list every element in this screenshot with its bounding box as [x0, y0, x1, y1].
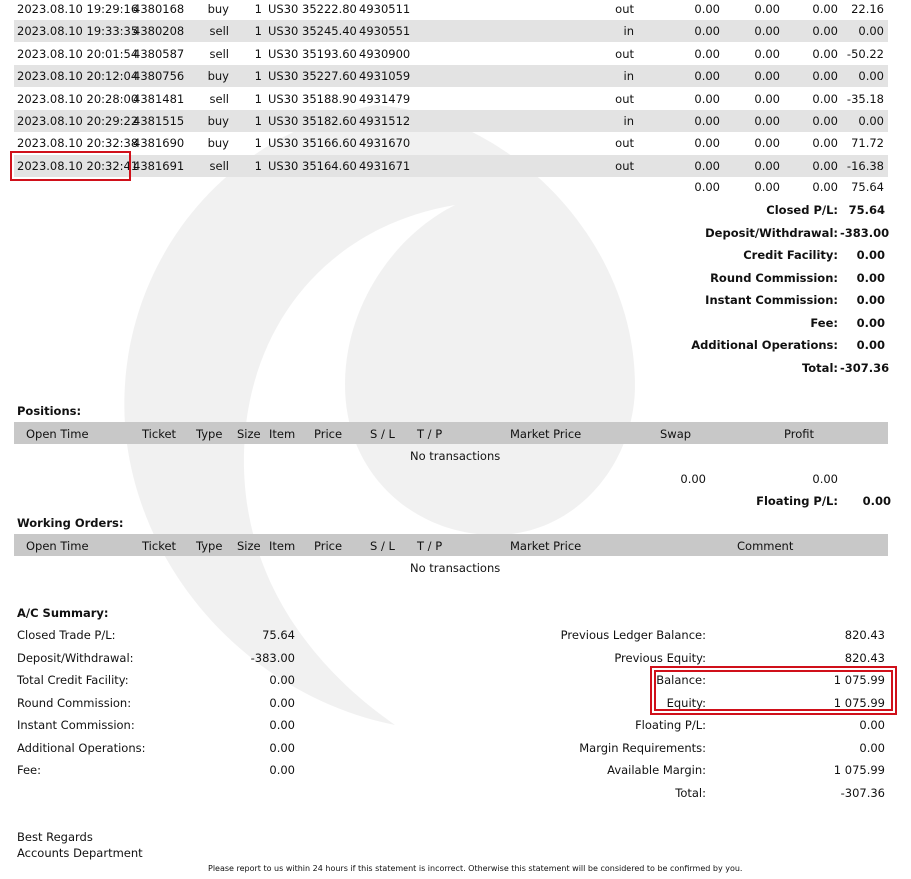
deal-order: 4931671	[359, 158, 411, 173]
ac-right-label: Previous Ledger Balance:	[560, 628, 706, 642]
deals-summary-label: Additional Operations:	[691, 338, 838, 352]
deal-commission: 0.00	[694, 158, 720, 173]
deals-summary-label: Instant Commission:	[705, 293, 838, 307]
deal-order: 4930551	[359, 24, 411, 39]
deal-commission: 0.00	[694, 136, 720, 151]
deal-ticket: 4381515	[133, 114, 185, 128]
deal-ticket: 4380168	[133, 2, 185, 16]
total-profit: 75.64	[851, 180, 884, 194]
deal-time: 2023.08.10 20:29:22	[17, 114, 139, 128]
deal-size: 1	[254, 2, 262, 16]
deal-fee: 0.00	[754, 136, 780, 151]
deal-order: 4931512	[359, 114, 411, 128]
ac-left-value: 0.00	[269, 740, 295, 755]
positions-header	[14, 422, 888, 444]
deal-fee: 0.00	[754, 114, 780, 128]
deal-size: 1	[254, 24, 262, 39]
positions-total-swap: 0.00	[680, 472, 706, 486]
deals-summary-label: Fee:	[810, 315, 838, 330]
deal-direction: out	[615, 158, 634, 173]
positions-total-profit: 0.00	[812, 472, 838, 486]
deal-profit: -35.18	[846, 91, 884, 106]
deal-swap: 0.00	[812, 136, 838, 151]
deal-swap: 0.00	[812, 158, 838, 173]
deal-commission: 0.00	[694, 24, 720, 39]
deal-fee: 0.00	[754, 158, 780, 173]
ac-left-value: 0.00	[269, 673, 295, 687]
deal-profit: 0.00	[858, 114, 884, 128]
deal-time: 2023.08.10 20:32:41	[17, 158, 139, 173]
highlight-balance-equity-inner	[654, 670, 893, 711]
ac-left-label: Fee:	[17, 763, 42, 777]
wo-col-open-time: Open Time	[26, 539, 89, 553]
deal-size: 1	[254, 46, 262, 61]
deal-commission: 0.00	[694, 46, 720, 61]
deal-time: 2023.08.10 19:33:35	[17, 24, 139, 39]
ac-left-label: Instant Commission:	[17, 718, 135, 732]
deals-summary-label: Total:	[801, 360, 838, 375]
signature-line-1: Best Regards	[17, 830, 93, 844]
wo-col-market-price: Market Price	[510, 539, 582, 553]
ac-left-label: Closed Trade P/L:	[17, 628, 116, 642]
deal-ticket: 4380756	[133, 69, 185, 84]
ac-right-value: 1 075.99	[833, 695, 885, 710]
deal-swap: 0.00	[812, 69, 838, 84]
ac-left-value: 75.64	[262, 628, 295, 642]
deal-type: buy	[207, 69, 229, 84]
deal-row	[14, 110, 888, 132]
ac-summary-title: A/C Summary:	[17, 606, 109, 620]
wo-col-type: Type	[196, 539, 223, 553]
deal-size: 1	[254, 158, 262, 173]
deals-summary-value: 0.00	[856, 270, 885, 285]
deal-item: US30	[268, 136, 299, 151]
deal-price: 35182.60	[302, 114, 357, 128]
ac-right-value: 0.00	[859, 718, 885, 732]
deal-price: 35188.90	[302, 91, 357, 106]
deal-type: sell	[209, 91, 229, 106]
working-orders-empty-text: No transactions	[410, 561, 501, 575]
deal-item: US30	[268, 91, 299, 106]
ac-right-value: 0.00	[859, 740, 885, 755]
deal-order: 4931479	[359, 91, 411, 106]
deal-fee: 0.00	[754, 91, 780, 106]
deal-row	[14, 65, 888, 87]
ac-right-label: Total:	[675, 785, 706, 800]
deals-summary-value: 0.00	[856, 315, 885, 330]
deal-row	[14, 0, 888, 20]
deal-fee: 0.00	[754, 24, 780, 39]
working-orders-header	[14, 534, 888, 556]
deal-direction: in	[623, 69, 634, 84]
wo-col-sl: S / L	[370, 539, 395, 553]
deal-ticket: 4380208	[133, 24, 185, 39]
deal-direction: out	[615, 46, 634, 61]
pos-col-swap: Swap	[660, 427, 692, 441]
deal-profit: 0.00	[858, 24, 884, 39]
pos-col-sl: S / L	[370, 427, 395, 441]
deal-swap: 0.00	[812, 2, 838, 16]
ac-right-label: Margin Requirements:	[579, 740, 706, 755]
deal-profit: -50.22	[846, 46, 884, 61]
deal-direction: out	[615, 2, 634, 16]
deal-commission: 0.00	[694, 91, 720, 106]
deal-item: US30	[268, 114, 299, 128]
deal-item: US30	[268, 158, 299, 173]
deal-price: 35245.40	[302, 24, 357, 39]
deal-time: 2023.08.10 20:28:00	[17, 91, 139, 106]
deal-price: 35166.60	[302, 136, 357, 151]
deal-time: 2023.08.10 19:29:16	[17, 2, 139, 16]
ac-left-value: 0.00	[269, 718, 295, 732]
ac-right-value: 820.43	[844, 650, 885, 665]
deals-summary-label: Closed P/L:	[766, 203, 838, 217]
deal-price: 35193.60	[302, 46, 357, 61]
deal-size: 1	[254, 69, 262, 84]
deal-price: 35227.60	[302, 69, 357, 84]
ac-right-label: Available Margin:	[607, 763, 706, 777]
deal-direction: out	[615, 91, 634, 106]
deal-size: 1	[254, 114, 262, 128]
deals-summary-label: Round Commission:	[710, 270, 838, 285]
deals-summary-value: 0.00	[856, 338, 885, 352]
deal-type: buy	[207, 136, 229, 151]
signature-line-2: Accounts Department	[17, 846, 143, 860]
deal-type: buy	[207, 2, 229, 16]
deals-summary-value: 0.00	[856, 248, 885, 262]
deal-time: 2023.08.10 20:32:38	[17, 136, 139, 151]
deal-price: 35222.80	[302, 2, 357, 16]
deal-row	[14, 132, 888, 154]
ac-left-label: Deposit/Withdrawal:	[17, 650, 134, 665]
deal-direction: out	[615, 136, 634, 151]
total-fee: 0.00	[754, 180, 780, 194]
deal-row	[14, 20, 888, 42]
wo-col-tp: T / P	[417, 539, 443, 553]
deals-summary-value: 0.00	[856, 293, 885, 307]
deal-swap: 0.00	[812, 91, 838, 106]
deals-summary-value: 75.64	[848, 203, 885, 217]
working-orders-title: Working Orders:	[17, 516, 124, 530]
highlight-last-deal-time	[10, 151, 131, 181]
deal-commission: 0.00	[694, 2, 720, 16]
deals-totals-row	[14, 176, 888, 198]
ac-left-label: Round Commission:	[17, 695, 132, 710]
floating-pl-label: Floating P/L:	[756, 494, 838, 508]
positions-empty-text: No transactions	[410, 449, 501, 463]
deal-direction: in	[623, 114, 634, 128]
ac-left-value: -383.00	[250, 650, 295, 665]
deal-item: US30	[268, 69, 299, 84]
deal-row	[14, 43, 888, 65]
ac-right-value: 1 075.99	[833, 763, 885, 777]
deals-summary-value: -307.36	[840, 360, 890, 375]
deal-type: sell	[209, 24, 229, 39]
pos-col-price: Price	[314, 427, 343, 441]
deal-fee: 0.00	[754, 2, 780, 16]
deal-profit: 22.16	[851, 2, 884, 16]
wo-col-price: Price	[314, 539, 343, 553]
deal-profit: 0.00	[858, 69, 884, 84]
deal-commission: 0.00	[694, 114, 720, 128]
pos-col-size: Size	[237, 427, 261, 441]
wo-col-size: Size	[237, 539, 261, 553]
deals-summary-label: Deposit/Withdrawal:	[705, 225, 838, 240]
pos-col-tp: T / P	[417, 427, 443, 441]
footer-note: Please report to us within 24 hours if this statement is incorrect. Otherwise this statement will be considered to be confirmed by you.	[208, 864, 743, 873]
deal-size: 1	[254, 136, 262, 151]
deal-fee: 0.00	[754, 69, 780, 84]
ac-left-value: 0.00	[269, 695, 295, 710]
deal-ticket: 4381481	[133, 91, 185, 106]
deal-item: US30	[268, 24, 299, 39]
deal-order: 4930511	[359, 2, 411, 16]
deals-summary-label: Credit Facility:	[743, 248, 838, 262]
wo-col-comment: Comment	[737, 539, 794, 553]
deal-type: sell	[209, 46, 229, 61]
total-commission: 0.00	[694, 180, 720, 194]
deal-profit: -16.38	[846, 158, 884, 173]
pos-col-profit: Profit	[784, 427, 814, 441]
deal-type: buy	[207, 114, 229, 128]
ac-left-value: 0.00	[269, 763, 295, 777]
deal-order: 4931670	[359, 136, 411, 151]
deal-ticket: 4381691	[133, 158, 185, 173]
deal-profit: 71.72	[851, 136, 884, 151]
ac-right-label: Floating P/L:	[635, 718, 706, 732]
floating-pl-value: 0.00	[862, 494, 891, 508]
deal-swap: 0.00	[812, 114, 838, 128]
deal-order: 4930900	[359, 46, 411, 61]
deal-item: US30	[268, 2, 299, 16]
deal-direction: in	[623, 24, 634, 39]
deal-swap: 0.00	[812, 24, 838, 39]
wo-col-ticket: Ticket	[142, 539, 177, 553]
deals-summary-value: -383.00	[840, 225, 890, 240]
ac-left-label: Total Credit Facility:	[17, 673, 129, 687]
deal-size: 1	[254, 91, 262, 106]
deal-time: 2023.08.10 20:01:54	[17, 46, 139, 61]
pos-col-item: Item	[269, 427, 296, 441]
deal-item: US30	[268, 46, 299, 61]
deal-row	[14, 88, 888, 110]
deal-type: sell	[209, 158, 229, 173]
ac-right-value: 820.43	[844, 628, 885, 642]
deal-time: 2023.08.10 20:12:04	[17, 69, 139, 84]
deal-ticket: 4381690	[133, 136, 185, 151]
deal-fee: 0.00	[754, 46, 780, 61]
deal-row	[14, 155, 888, 177]
ac-right-label: Previous Equity:	[614, 650, 706, 665]
ac-right-value: 1 075.99	[833, 673, 885, 687]
deal-order: 4931059	[359, 69, 411, 84]
wo-col-item: Item	[269, 539, 296, 553]
positions-title: Positions:	[17, 404, 82, 418]
deal-swap: 0.00	[812, 46, 838, 61]
pos-col-open-time: Open Time	[26, 427, 89, 441]
total-swap: 0.00	[812, 180, 838, 194]
ac-right-value: -307.36	[840, 785, 885, 800]
pos-col-market-price: Market Price	[510, 427, 582, 441]
pos-col-ticket: Ticket	[142, 427, 177, 441]
ac-left-label: Additional Operations:	[17, 740, 146, 755]
deal-ticket: 4380587	[133, 46, 185, 61]
ac-right-label: Balance:	[656, 673, 706, 687]
pos-col-type: Type	[196, 427, 223, 441]
deal-commission: 0.00	[694, 69, 720, 84]
ac-right-label: Equity:	[666, 695, 706, 710]
deal-price: 35164.60	[302, 158, 357, 173]
